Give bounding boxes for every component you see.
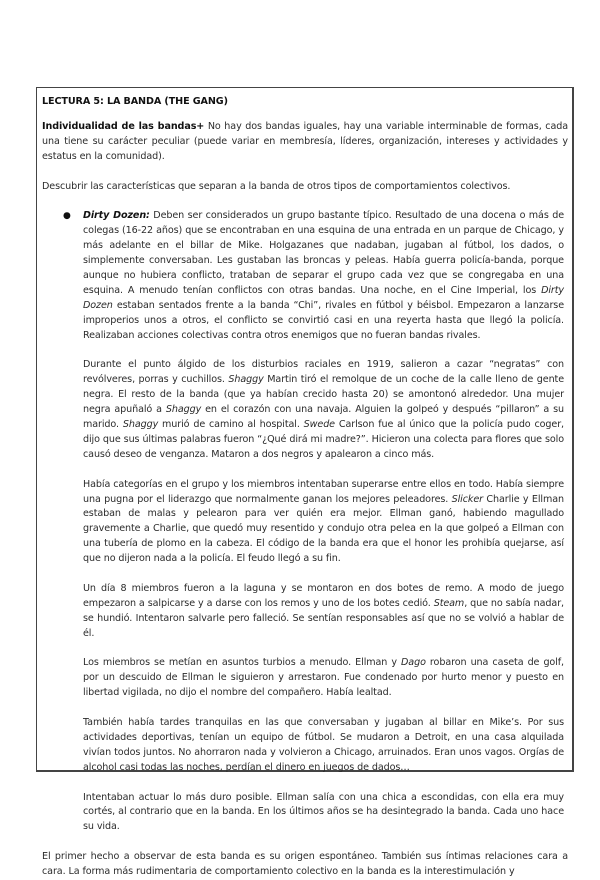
dirty-dozen-paragraph-3: Había categorías en el grupo y los miembros intentaban superarse entre ellos en todo. Había siempre una pugna por el liderazgo que normalmente ganan los mejores peleadores. Slicker Charlie y Ellman estaban de malas y pelearon para ver quién era mejor. Ellman ganó, habiendo magullado gravemente a Charlie, que quedó muy resentido y condujo otra pelea en la que golpeó a Ellman con una tubería de plomo en la cabeza. El código de la banda era que el honor les prohibía quejarse, así que no dijeron nada a la policía. El feudo llegó a su fin. [83,478,564,565]
dirty-dozen-paragraph-1: Dirty Dozen: Deben ser considerados un grupo bastante típico. Resultado de una docena o más de colegas (16-22 años) que se encontraban en una esquina de una entrada en un parque de Chicago, y más adelante en el billar de Mike. Holgazanes que nadaban, jugaban al fútbol, los dados, o simplemente conversaban. Les gustaban las broncas y peleas. Había guerra policía-banda, porque aunque no hubiera conflicto, trataban de separar el grupo cada vez que se congregaba en una esquina. A menudo tenían conflictos con otras bandas. Una noche, en el Cine Imperial, los Dirty Dozen estaban sentados frente a la banda “Chi”, rivales en fútbol y béisbol. Empezaron a lanzarse improperios unos a otros, el conflicto se convirtió casi en una reyerta hasta que llegó la policía. Realizaban acciones colectivas contra otros enemigos que no fueran bandas rivales. [83,210,564,341]
dirty-dozen-paragraph-4: Un día 8 miembros fueron a la laguna y se montaron en dos botes de remo. A modo de juego empezaron a salpicarse y a darse con los remos y uno de los botes cedió. Steam, que no sabía nadar, se hundió. Intentaron salvarle pero falleció. Se sentían responsables así que no se volvió a hablar de él. [83,582,564,639]
bullet-icon: ● [63,211,71,222]
dirty-dozen-paragraph-6: También había tardes tranquilas en las que conversaban y jugaban al billar en Mike’s. Por sus actividades deportivas, tenían un equipo de fútbol. Se mudaron a Detroit, en una casa alquilada vivían todos juntos. No ahorraron nada y volvieron a Chicago, arruinados. Eran unos vagos. Orgías de alcohol casi todas las noches, perdían el dinero en juegos de dados… [83,717,564,773]
dirty-dozen-paragraph-7: Intentaban actuar lo más duro posible. Ellman salía con una chica a escondidas, con ella era muy cortés, al contrario que en la banda. En los últimos años se ha desintegrado la banda. Cada uno hace su vida. [83,791,564,833]
gang-name: Dirty Dozen: [83,210,150,222]
document-title: LECTURA 5: LA BANDA (THE GANG) [42,96,228,107]
discover-paragraph: Descubrir las características que separan a la banda de otros tipos de comportamientos colectivos. [42,180,511,192]
dirty-dozen-paragraph-2: Durante el punto álgido de los disturbios raciales en 1919, salieron a cazar “negratas” con revólveres, porras y cuchillos. Shaggy Martin tiró el remolque de un coche de la calle lleno de gente negra. El resto de la banda (que ya habían crecido hasta 20) se amontonó alrededor. Una mujer negra apuñaló a Shaggy en el corazón con una navaja. Alguien la golpeó y después “pillaron” a su marido. Shaggy murió de camino al hospital. Swede Carlson fue al único que la policía pudo coger, dijo que sus últimas palabras fueron “¿Qué dirá mi madre?”. Hicieron una colecta para flores que solo causó deseo de venganza. Mataron a dos negros y apalearon a cinco más. [83,359,565,460]
reading-box [36,87,574,878]
list-item-dirty-dozen [63,209,565,835]
dirty-dozen-paragraph-5: Los miembros se metían en asuntos turbios a menudo. Ellman y Dago robaron una caseta de golf, por un descuido de Ellman le siguieron y arrestaron. Fue condenado por hurto menor y puesto en libertad vigilada, no dijo el nombre del compañero. Había lealtad. [83,657,564,699]
intro-heading: Individualidad de las bandas+ [42,120,205,132]
gang-list [42,209,568,835]
intro-paragraph: Individualidad de las bandas+ No hay dos bandas iguales, hay una variable interminable de formas, cada una tiene su carácter peculiar (puede variar en membresía, líderes, organización, intereses y actividades y estatus en la comunidad). [42,120,568,162]
final-paragraph: El primer hecho a observar de esta banda es su origen espontáneo. También sus íntimas relaciones cara a cara. La forma más rudimentaria de comportamiento colectivo en la banda es la interestimulación y [42,851,568,878]
